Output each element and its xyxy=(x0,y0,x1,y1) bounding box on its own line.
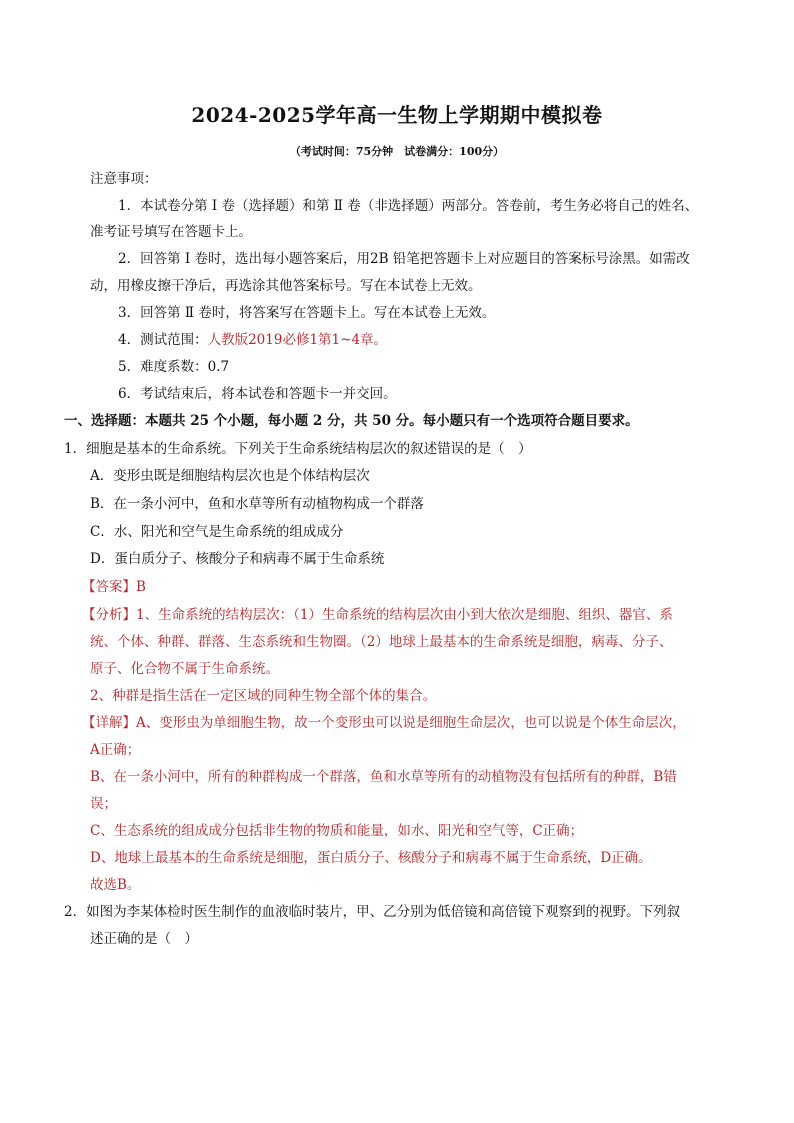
note-item-2-cont: 动，用橡皮擦干净后，再选涂其他答案标号。写在本试卷上无效。 xyxy=(90,278,482,294)
notes-heading: 注意事项： xyxy=(90,171,158,187)
question-1-detail-line-3: B、在一条小河中，所有的种群构成一个群落，鱼和水草等所有的动植物没有包括所有的种群，B错 xyxy=(90,769,677,785)
question-1-conclusion: 故选B。 xyxy=(90,877,141,893)
note-item-3: 3．回答第 Ⅱ 卷时，将答案写在答题卡上。写在本试卷上无效。 xyxy=(118,305,496,321)
question-1-analysis-line-4: 2、种群是指生活在一定区域的同种生物全部个体的集合。 xyxy=(90,688,437,704)
note-item-2: 2．回答第 Ⅰ 卷时，选出每小题答案后，用2B 铅笔把答题卡上对应题目的答案标号涂黑。如需改 xyxy=(118,251,690,267)
question-1-stem: 1．细胞是基本的生命系统。下列关于生命系统结构层次的叙述错误的是（ ） xyxy=(64,441,532,457)
question-1-option-d: D．蛋白质分子、核酸分子和病毒不属于生命系统 xyxy=(90,551,385,567)
question-1-detail-line-4: 误； xyxy=(90,796,117,812)
question-1-option-a: A．变形虫既是细胞结构层次也是个体结构层次 xyxy=(90,468,370,484)
question-1-detail-line-5: C、生态系统的组成成分包括非生物的物质和能量，如水、阳光和空气等，C正确； xyxy=(90,823,584,839)
question-1-option-c: C．水、阳光和空气是生命系统的组成成分 xyxy=(90,524,344,540)
test-scope: 人教版2019必修1第1~4章。 xyxy=(207,332,388,348)
note-item-5: 5．难度系数：0.7 xyxy=(118,359,230,375)
question-1-analysis-line-3: 原子、化合物不属于生命系统。 xyxy=(90,661,279,677)
question-1-option-b: B．在一条小河中，鱼和水草等所有动植物构成一个群落 xyxy=(90,496,424,512)
question-1-answer: 【答案】B xyxy=(82,579,146,595)
note-item-4 xyxy=(118,330,387,350)
note-item-1: 1．本试卷分第 Ⅰ 卷（选择题）和第 Ⅱ 卷（非选择题）两部分。答卷前，考生务必将自己的姓名、 xyxy=(118,198,699,214)
question-1-analysis-line-1: 【分析】1、生命系统的结构层次：（1）生命系统的结构层次由小到大依次是细胞、组织、器官、系 xyxy=(82,607,673,623)
question-1-detail-line-6: D、地球上最基本的生命系统是细胞，蛋白质分子、核酸分子和病毒不属于生命系统，D正确。 xyxy=(90,850,652,866)
note-item-1-cont: 准考证号填写在答题卡上。 xyxy=(90,224,252,240)
section-heading: 一、选择题：本题共 25 个小题，每小题 2 分，共 50 分。每小题只有一个选项符合题目要求。 xyxy=(64,413,639,429)
exam-time-info: （考试时间：75分钟 试卷满分：100分） xyxy=(289,145,505,158)
note-item-6: 6．考试结束后，将本试卷和答题卡一并交回。 xyxy=(118,386,397,402)
question-1-detail-line-1: 【详解】A、变形虫为单细胞生物，故一个变形虫可以说是细胞生命层次，也可以说是个体生命层次， xyxy=(82,715,686,731)
question-2-stem: 2．如图为李某体检时医生制作的血液临时装片，甲、乙分别为低倍镜和高倍镜下观察到的视野。下列叙 xyxy=(64,904,681,920)
page-title: 2024-2025学年高一生物上学期期中模拟卷 xyxy=(191,103,603,127)
note-item-4-label: 4．测试范围： xyxy=(118,332,208,348)
question-1-analysis-line-2: 统、个体、种群、群落、生态系统和生物圈。（2）地球上最基本的生命系统是细胞，病毒、分子、 xyxy=(90,634,673,650)
question-2-stem-cont: 述正确的是（ ） xyxy=(90,931,198,947)
question-1-detail-line-2: A正确； xyxy=(90,742,141,758)
